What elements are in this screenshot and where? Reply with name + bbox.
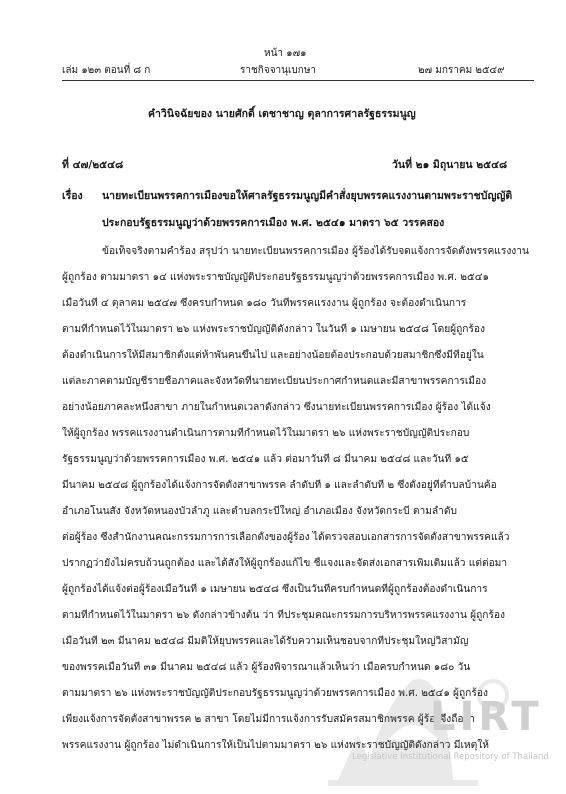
- body-line: ผู้ถูกร้อง ตามมาตรา ๑๔ แห่งพระราชบัญญัติประกอบรัฐธรรมนูญว่าด้วยพรรคการเมือง พ.ศ. ๒๕๔๑: [62, 272, 489, 283]
- body-line: เมื่อวันที่ ๔ ตุลาคม ๒๕๔๗ ซึ่งครบกำหนด ๑๘๐ วันที่พรรคแรงงาน ผู้ถูกร้อง จะต้องดำเนินการ: [62, 298, 467, 309]
- body-line: ข้อเท็จจริงตามคำร้อง สรุปว่า นายทะเบียนพรรคการเมือง ผู้ร้องได้รับจดแจ้งการจัดตั้งพรรคแรงงาน: [102, 246, 529, 257]
- body-line: เพียงแจ้งการจัดตั้งสาขาพรรค ๒ สาขา โดยไม่มีการแจ้งการรับสมัครสมาชิกพรรค ผู้ร้องจึงถือว่า: [62, 714, 475, 725]
- watermark-logo-text: LIRT: [430, 694, 543, 740]
- gazette-name: ราชกิจจานุเบกษา: [240, 65, 317, 76]
- decision-number: ที่ ๔๗/๒๕๔๘: [62, 159, 124, 171]
- subject-label: เรื่อง: [62, 190, 83, 202]
- header-rule: [62, 80, 534, 81]
- body-line: พรรคแรงงาน ผู้ถูกร้อง ไม่ดำเนินการให้เป็นไปตามมาตรา ๒๖ แห่งพระราชบัญญัติดังกล่าว มีเหตุให้: [62, 740, 489, 751]
- body-line: ต่อผู้ร้อง ซึ่งสำนักงานคณะกรรมการการเลือกตั้งของผู้ร้อง ได้ตรวจสอบเอกสารการจัดตั้งสาขาพรรคแล้ว: [62, 532, 510, 543]
- decision-heading: คำวินิจฉัยของ นายศักดิ์ เตชาชาญ ตุลาการศาลรัฐธรรมนูญ: [148, 108, 416, 120]
- body-line: ตามมาตรา ๒๖ แห่งพระราชบัญญัติประกอบรัฐธรรมนูญว่าด้วยพรรคการเมือง พ.ศ. ๒๕๔๑ ผู้ถูกร้อง: [62, 688, 488, 699]
- body-line: ตามที่กำหนดไว้ในมาตรา ๒๖ ดังกล่าวข้างต้น ว่า ที่ประชุมคณะกรรมการบริหารพรรคแรงงาน ผู้ถูกร้อง: [62, 610, 506, 621]
- body-line: ผู้ถูกร้องได้แจ้งต่อผู้ร้องเมื่อวันที่ ๑ เมษายน ๒๕๔๘ ซึ่งเป็นวันที่ครบกำหนดที่ผู้ถูกร้องต้องดำเนินการ: [62, 584, 488, 595]
- body-line: ต้องดำเนินการให้มีสมาชิกตั้งแต่ห้าพันคนขึ้นไป และอย่างน้อยต้องประกอบด้วยสมาชิกซึ่งมีที่อยู่ใน: [62, 350, 484, 361]
- body-line: อำเภอโนนสัง จังหวัดหนองบัวลำภู และตำบลกระบี่ใหญ่ อำเภอเมือง จังหวัดกระบี่ ตามลำดับ: [62, 506, 457, 517]
- body-line: มีนาคม ๒๕๔๘ ผู้ถูกร้องได้แจ้งการจัดตั้งสาขาพรรค ลำดับที่ ๑ และลำดับที่ ๒ ซึ่งตั้งอยู่ที่ตำบลบ้านค้อ: [62, 480, 497, 491]
- volume-issue: เล่ม ๑๒๓ ตอนที่ ๘ ก: [62, 65, 151, 76]
- body-line: อย่างน้อยภาคละหนึ่งสาขา ภายในกำหนดเวลาดังกล่าว ซึ่งนายทะเบียนพรรคการเมือง ผู้ร้อง ได้แจ้ง: [62, 402, 491, 413]
- body-line: เมื่อวันที่ ๒๓ มีนาคม ๒๕๔๘ มีมติให้ยุบพรรคและได้รับความเห็นชอบจากที่ประชุมใหญ่วิสามัญ: [62, 636, 469, 647]
- body-line: รัฐธรรมนูญว่าด้วยพรรคการเมือง พ.ศ. ๒๕๔๑ แล้ว ต่อมาวันที่ ๘ มีนาคม ๒๕๔๘ และวันที่ ๑๕: [62, 454, 469, 465]
- decision-date: วันที่ ๒๑ มิถุนายน ๒๕๔๘: [392, 159, 508, 171]
- body-line: ให้ผู้ถูกร้อง พรรคแรงงานดำเนินการตามที่กำหนดไว้ในมาตรา ๒๖ แห่งพระราชบัญญัติประกอบ: [62, 428, 470, 439]
- watermark-caption: Legislative Institutional Repository of Thailand: [352, 752, 549, 762]
- subject-line-2: ประกอบรัฐธรรมนูญว่าด้วยพรรคการเมือง พ.ศ. ๒๕๔๑ มาตรา ๖๕ วรรคสอง: [102, 217, 445, 229]
- gazette-date: ๒๗ มกราคม ๒๕๔๙: [418, 65, 505, 76]
- body-line: แต่ละภาคตามบัญชีรายชื่อภาคและจังหวัดที่นายทะเบียนประกาศกำหนดและมีสาขาพรรคการเมือง: [62, 376, 487, 387]
- subject-line-1: นายทะเบียนพรรคการเมืองขอให้ศาลรัฐธรรมนูญมีคำสั่งยุบพรรคแรงงานตามพระราชบัญญัติ: [102, 190, 513, 202]
- body-line: ของพรรคเมื่อวันที่ ๓๑ มีนาคม ๒๕๔๘ แล้ว ผู้ร้องพิจารณาแล้วเห็นว่า เมื่อครบกำหนด ๑๘๐ วัน: [62, 662, 471, 673]
- body-line: ปรากฏว่ายังไม่ครบถ้วนถูกต้อง และได้สั่งให้ผู้ถูกร้องแก้ไข ชี้แจงและจัดส่งเอกสารเพิ่มเติมแล้ว แต่ต่อมา: [62, 558, 508, 569]
- page-number: หน้า ๑๗๑: [264, 48, 307, 59]
- body-line: ตามที่กำหนดไว้ในมาตรา ๒๖ แห่งพระราชบัญญัติดังกล่าว ในวันที่ ๑ เมษายน ๒๕๔๘ โดยผู้ถูกร้อง: [62, 324, 486, 335]
